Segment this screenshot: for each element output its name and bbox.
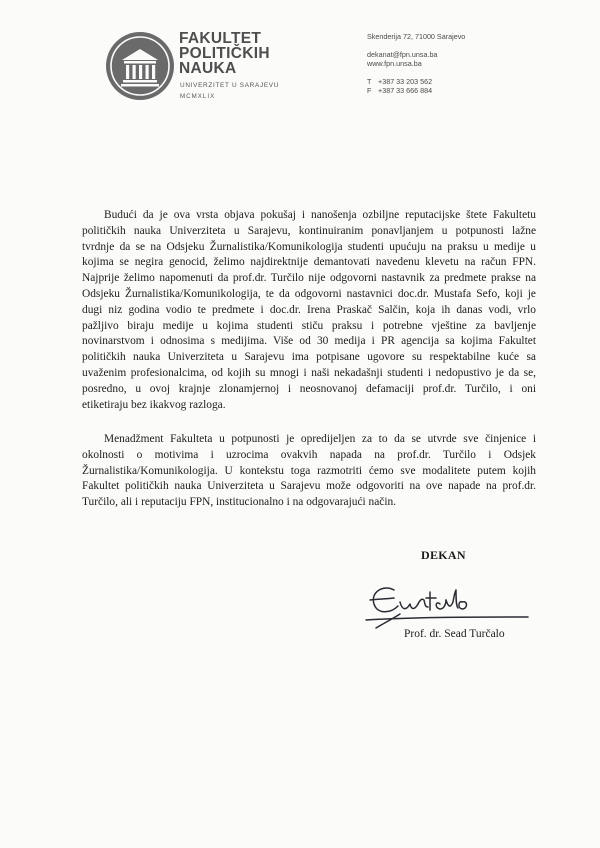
founded-year: MCMXLIX — [180, 93, 216, 100]
faculty-name-line-3: NAUKA — [179, 60, 237, 77]
paragraph-line: tvrdnje da se na Odsjeku Žurnalistika/Komunikologija studenti upućuju na praksu u medije u — [82, 240, 536, 253]
website: www.fpn.unsa.ba — [367, 59, 422, 68]
fax-number: +387 33 666 884 — [378, 86, 433, 95]
fax — [367, 86, 432, 95]
faculty-logo — [104, 30, 176, 102]
paragraph-line: Budući da je ova vrsta objava pokušaj i nanošenja ozbiljne reputacijske štete Fakultetu — [104, 209, 536, 221]
phone-number: +387 33 203 562 — [378, 77, 433, 86]
paragraph-line: uvaženim profesionalcima, od kojih su mnogi i naši nekadašnji studenti i nedopustivo je da se, — [82, 366, 536, 379]
paragraph-line: okolnosti o motivima i uzrocima ovakvih napada na prof.dr. Turčilo i Odsjek — [82, 448, 536, 461]
phone — [367, 77, 432, 86]
handwritten-signature — [356, 576, 536, 636]
address: Skenderija 72, 71000 Sarajevo — [367, 32, 466, 41]
faculty-name-line-1: FAKULTET — [179, 30, 262, 47]
paragraph-line: pažljivo biraju medije u kojima studenti stiču praksu i potrebne vještine za bavljenje — [82, 319, 536, 332]
paragraph-line: Žurnalistika/Komunikologija. U kontekstu toga razmotriti ćemo sve modalitete putem kojih — [82, 464, 536, 477]
body-paragraph-2 — [82, 432, 536, 511]
dean-title: DEKAN — [421, 548, 466, 562]
paragraph-line: dugi niz godina vodio te predmete i doc.dr. Irena Praskač Salčin, koja ih danas vodi, vrlo — [82, 303, 536, 316]
body-paragraph-1 — [82, 208, 536, 413]
paragraph-line: Fakultet političkih nauka Univerziteta u Sarajevu može odgovoriti na ove napade na prof.dr. — [82, 480, 536, 493]
paragraph-line: političkih nauka Univerziteta u Sarajevu ima potpisane ugovore su respektabilne kuće sa — [82, 351, 536, 364]
paragraph-line: Odsjeku Žurnalistika/Komunikologija, te da odgovorni nastavnici doc.dr. Mustafa Sefo, koji je — [82, 287, 536, 300]
university-name: UNIVERZITET U SARAJEVU — [180, 82, 280, 89]
paragraph-line: političkih nauka Univerziteta u Sarajevu, kontinuiranim ponavljanjem u potpunosti lažne — [82, 224, 536, 237]
paragraph-line: Najprije želimo napomenuti da prof.dr. Turčilo nije odgovorni nastavnik za predmete prakse na — [82, 272, 536, 285]
paragraph-line: Menadžment Fakulteta u potpunosti je opredijeljen za to da se utvrde sve činjenice i — [104, 433, 536, 445]
dean-name: Prof. dr. Sead Turčalo — [404, 628, 505, 640]
faculty-name — [179, 31, 270, 76]
paragraph-line: etiketiraju bez ikakvog razloga. — [82, 398, 226, 411]
fax-label: F — [367, 86, 372, 95]
paragraph-line: kojima se negira genocid, želimo najdirektnije demantovati navedenu klevetu na račun FPN. — [82, 256, 536, 269]
paragraph-line: novinarstvom i odnosima s medijima. Više od 30 medija i PR agencija sa kojima Fakultet — [82, 335, 536, 348]
phone-label: T — [367, 77, 372, 86]
email: dekanat@fpn.unsa.ba — [367, 50, 438, 59]
faculty-name-line-2: POLITIČKIH — [179, 45, 270, 62]
paragraph-line: Turčilo, ali i reputaciju FPN, institucionalno i na odgovarajući način. — [82, 496, 397, 509]
paragraph-line: posredno, u ovoj krajnje zlonamjernoj i neosnovanoj defamaciji prof.dr. Turčilo, i oni — [82, 382, 536, 395]
